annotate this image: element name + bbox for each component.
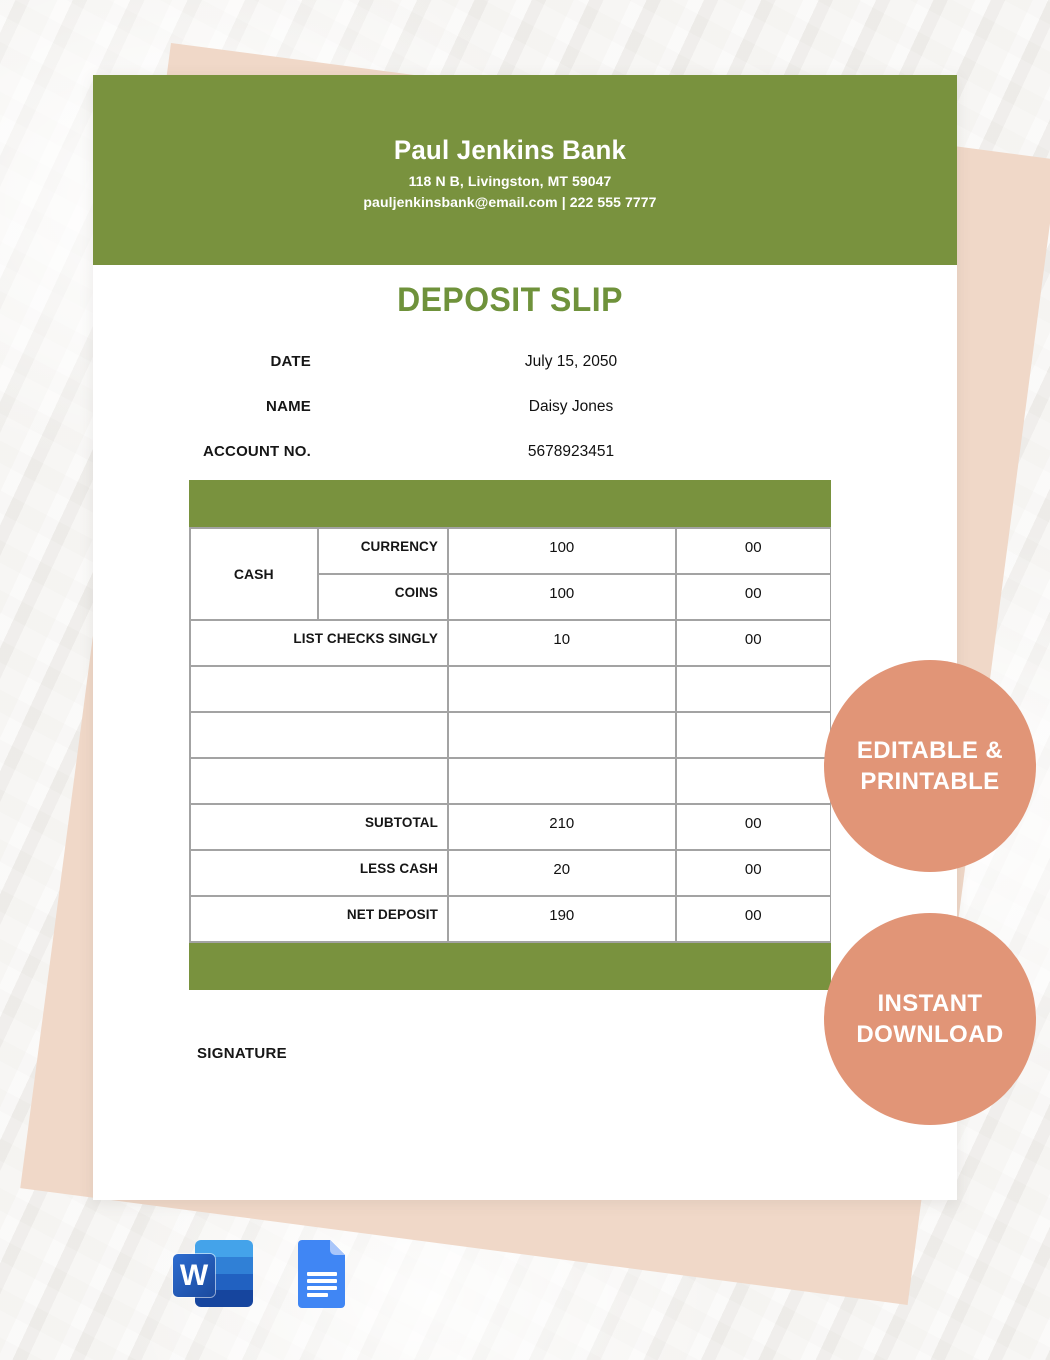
name-value: Daisy Jones (528, 397, 614, 415)
bank-contact: pauljenkinsbank@email.com | 222 555 7777 (363, 194, 657, 210)
editable-printable-badge (824, 660, 1036, 872)
empty-row-label-cell (191, 759, 448, 804)
badge-line: DOWNLOAD (856, 1021, 1004, 1048)
empty-amount-cell (449, 667, 676, 712)
less-cash-amount: 20 (449, 851, 676, 896)
letterhead-banner (93, 75, 957, 265)
subtotal-label: SUBTOTAL (191, 805, 448, 850)
empty-cents-cell (677, 667, 831, 712)
currency-label: CURRENCY (319, 529, 448, 574)
empty-row-label-cell (191, 713, 448, 758)
date-value: July 15, 2050 (524, 352, 618, 370)
gdocs-folded-corner (330, 1240, 345, 1255)
name-label: NAME (266, 398, 311, 415)
account-no-value: 5678923451 (527, 442, 615, 460)
account-no-label: ACCOUNT NO. (202, 443, 311, 460)
date-label: DATE (270, 353, 311, 370)
instant-download-badge (824, 913, 1036, 1125)
ms-word-icon[interactable] (173, 1240, 253, 1307)
cash-group-label: CASH (191, 529, 318, 620)
badge-line: EDITABLE & (856, 737, 1004, 764)
empty-cents-cell (677, 713, 831, 758)
less-cash-cents: 00 (677, 851, 831, 896)
net-deposit-cents: 00 (677, 897, 831, 942)
table-footer-bar (189, 943, 831, 990)
bank-name: Paul Jenkins Bank (393, 135, 627, 165)
page-title: DEPOSIT SLIP (397, 281, 623, 319)
checks-cents: 00 (677, 621, 831, 666)
checks-amount: 10 (449, 621, 676, 666)
bank-address: 118 N B, Livingston, MT 59047 (408, 173, 612, 189)
empty-row-label-cell (191, 667, 448, 712)
currency-cents: 00 (677, 529, 831, 574)
deposit-table (189, 480, 831, 990)
signature-label: SIGNATURE (197, 1045, 287, 1062)
empty-cents-cell (677, 759, 831, 804)
net-deposit-amount: 190 (449, 897, 676, 942)
field-account-no (189, 429, 831, 474)
empty-amount-cell (449, 759, 676, 804)
subtotal-cents: 00 (677, 805, 831, 850)
coins-amount: 100 (449, 575, 676, 620)
subtotal-amount: 210 (449, 805, 676, 850)
badge-line: INSTANT (877, 990, 983, 1017)
info-fields (189, 339, 831, 474)
field-name (189, 384, 831, 429)
badge-line: PRINTABLE (860, 768, 1000, 795)
checks-label: LIST CHECKS SINGLY (191, 621, 448, 666)
coins-cents: 00 (677, 575, 831, 620)
coins-label: COINS (319, 575, 448, 620)
empty-amount-cell (449, 713, 676, 758)
table-header-bar (189, 480, 831, 527)
currency-amount: 100 (449, 529, 676, 574)
net-deposit-label: NET DEPOSIT (191, 897, 448, 942)
table-grid (189, 527, 831, 943)
field-date (189, 339, 831, 384)
word-w-badge: W (173, 1254, 215, 1297)
less-cash-label: LESS CASH (191, 851, 448, 896)
google-docs-icon[interactable] (298, 1240, 345, 1308)
